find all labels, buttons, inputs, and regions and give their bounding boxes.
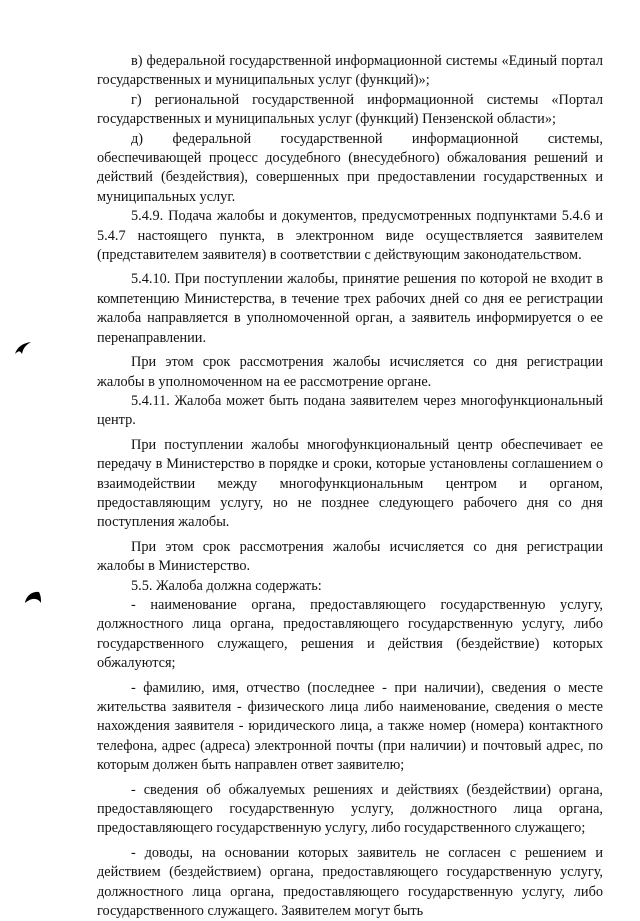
paragraph-d: д) федеральной государственной информационной системы, обеспечивающей процесс досудебного (внесудебного) обжалования решений и действий (бездействия), совершенных при предоставлении государственных и муниципальных услуг. xyxy=(97,130,603,205)
punch-mark-icon xyxy=(24,590,42,604)
list-item-appealed-decisions: - сведения об обжалуемых решениях и действиях (бездействии) органа, предоставляющего государственную услугу, должностного лица органа, предоставляющего государственную услугу, либо государственного служащего; xyxy=(97,781,603,837)
document-page xyxy=(97,52,603,921)
paragraph-mfc: При поступлении жалобы многофункциональный центр обеспечивает ее передачу в Министерство в порядке и сроки, которые установлены соглашением о взаимодействии между многофункциональным центром и органом, предоставляющим услугу, но не позднее следующего рабочего дня со дня поступления жалобы. xyxy=(97,436,603,531)
paragraph-5-4-9: 5.4.9. Подача жалобы и документов, предусмотренных подпунктами 5.4.6 и 5.4.7 настоящего пункта, в электронном виде осуществляется заявителем (представителем заявителя) в соответствии с действующим законодательством. xyxy=(97,208,603,264)
paragraph-5-4-10: 5.4.10. При поступлении жалобы, принятие решения по которой не входит в компетенцию Министерства, в течение трех рабочих дней со дня ее регистрации жалоба направляется в уполномоченной орган, а заявитель информируется о ее перенаправлении. xyxy=(97,271,603,346)
list-item-arguments: - доводы, на основании которых заявитель не согласен с решением и действием (бездействием) органа, предоставляющего государственную услугу, должностного лица органа, предоставляющего государственную услугу, либо государственного служащего. Заявителем могут быть xyxy=(97,844,603,920)
list-item-applicant-info: - фамилию, имя, отчество (последнее - при наличии), сведения о месте жительства заявителя - физического лица либо наименование, сведения о месте нахождения заявителя - юридического лица, а также номер (номера) контактного телефона, адрес (адреса) электронной почты (при наличии) и почтовый адрес, по которым должен быть направлен ответ заявителю; xyxy=(97,679,603,774)
list-item-organ-name: - наименование органа, предоставляющего государственную услугу, должностного лица органа, предоставляющего государственную услугу, либо государственного служащего, решения и действия (бездействие) которых обжалуются; xyxy=(97,596,603,672)
paragraph-5-5: 5.5. Жалоба должна содержать: xyxy=(131,577,322,594)
paragraph-5-4-11: 5.4.11. Жалоба может быть подана заявителем через многофункциональный центр. xyxy=(97,392,603,429)
paragraph-g: г) региональной государственной информационной системы «Портал государственных и муниципальных услуг (функций) Пензенской области»; xyxy=(97,91,603,128)
paragraph-v: в) федеральной государственной информационной системы «Единый портал государственных и муниципальных услуг (функций)»; xyxy=(97,53,603,89)
paragraph-term-note-2: При этом срок рассмотрения жалобы исчисляется со дня регистрации жалобы в Министерство. xyxy=(97,538,603,575)
paragraph-term-note-1: При этом срок рассмотрения жалобы исчисляется со дня регистрации жалобы в уполномоченном на ее рассмотрение органе. xyxy=(97,354,603,390)
punch-mark-icon xyxy=(14,341,32,355)
